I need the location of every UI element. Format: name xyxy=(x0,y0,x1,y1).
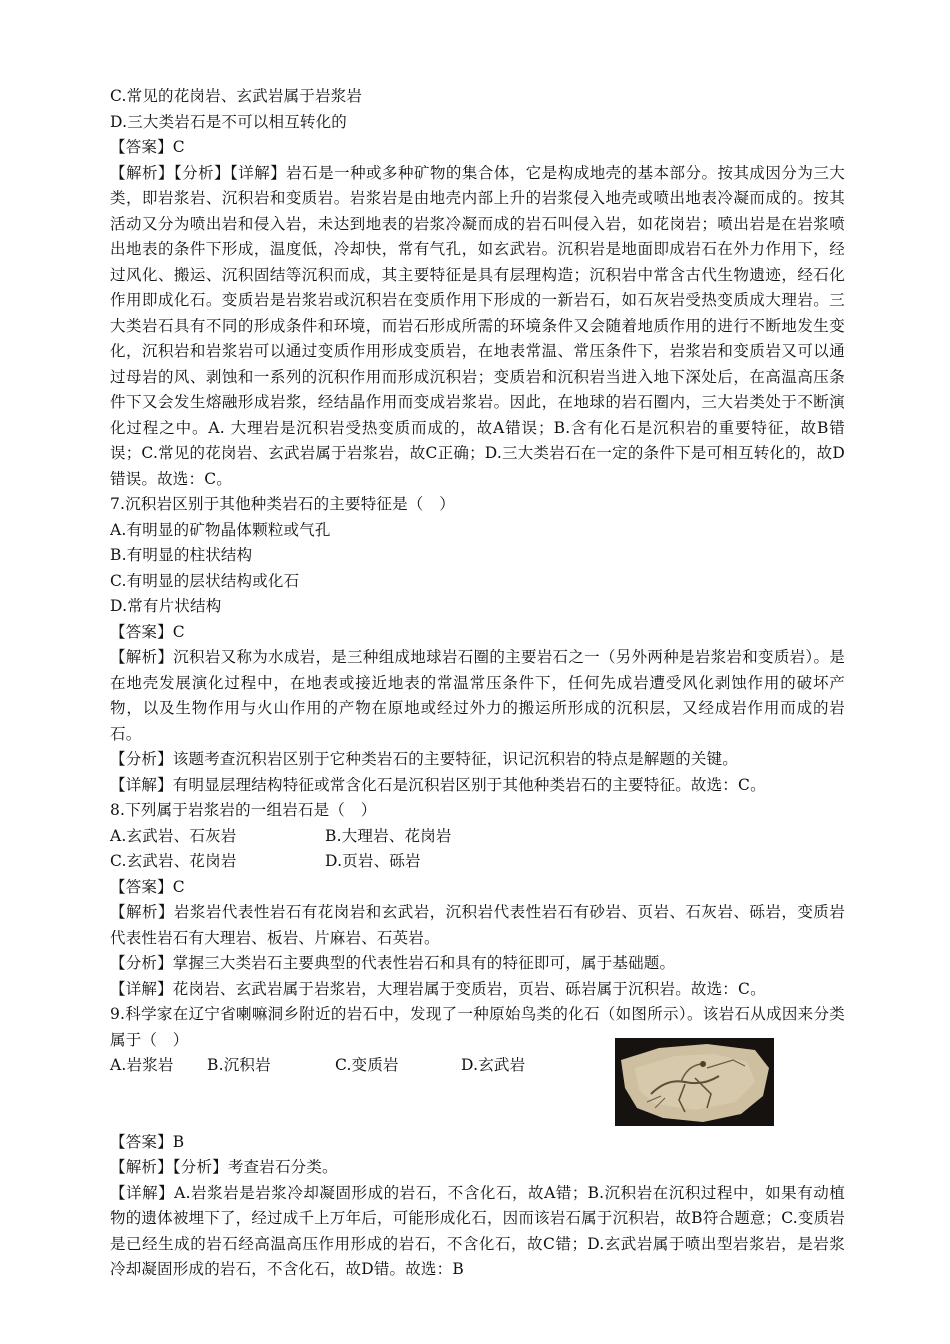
q8-answer: 【答案】C xyxy=(110,877,185,896)
q7-option-b: B.有明显的柱状结构 xyxy=(110,546,253,564)
q8-detail: 【详解】花岗岩、玄武岩属于岩浆岩，大理岩属于变质岩，页岩、砾岩属于沉积岩。故选：C。 xyxy=(110,979,766,998)
q8-option-a: A.玄武岩、石灰岩 xyxy=(110,826,237,845)
q9-detail: 【详解】A.岩浆岩是岩浆冷却凝固形成的岩石，不含化石，故A错；B.沉积岩在沉积过程中，如果有动植物的遗体被埋下了，经过成千上万年后，可能形成化石，因而该岩石属于沉积岩，故B符合题意；C.变质岩是已经生成的岩石经高温高压作用形成的岩石，不含化石，故C错；D.玄武岩属于喷出型岩浆岩，是岩浆冷却凝固形成的岩石，不含化石，故D错。故选：B xyxy=(110,1183,845,1278)
q8-options-row-1 xyxy=(110,824,845,850)
q8-option-b: B.大理岩、花岗岩 xyxy=(325,826,452,845)
q8-options-row-2 xyxy=(110,849,845,875)
q6-option-d: D.三大类岩石是不可以相互转化的 xyxy=(110,112,348,131)
q9-option-b: B.沉积岩 xyxy=(207,1056,271,1074)
q8-stem: 8.下列属于岩浆岩的一组岩石是（ ） xyxy=(110,801,377,819)
q7-analysis: 【分析】该题考查沉积岩区别于它种类岩石的主要特征，识记沉积岩的特点是解题的关键。 xyxy=(110,750,739,768)
q9-analysis: 【解析】【分析】考查岩石分类。 xyxy=(110,1158,338,1176)
q7-explanation: 【解析】沉积岩又称为水成岩，是三种组成地球岩石圈的主要岩石之一（另外两种是岩浆岩和变质岩）。是在地壳发展演化过程中，在地表或接近地表的常温常压条件下，任何先成岩遭受风化剥蚀作用的破坏产物，以及生物作用与火山作用的产物在原地或经过外力的搬运所形成的沉积层，又经成岩作用而成的岩石。 xyxy=(110,648,845,743)
q9-stem: 9.科学家在辽宁省喇嘛洞乡附近的岩石中，发现了一种原始鸟类的化石（如图所示）。该岩石从成因来分类属于（ ） xyxy=(110,1005,845,1049)
q6-option-c: C.常见的花岗岩、玄武岩属于岩浆岩 xyxy=(110,87,363,105)
q9-option-a: A.岩浆岩 xyxy=(110,1056,174,1074)
q8-option-d: D.页岩、砾岩 xyxy=(325,852,421,870)
q7-option-a: A.有明显的矿物晶体颗粒或气孔 xyxy=(110,520,331,539)
q7-option-d: D.常有片状结构 xyxy=(110,597,222,615)
q7-stem: 7.沉积岩区别于其他种类岩石的主要特征是（ ） xyxy=(110,495,455,513)
fossil-illustration xyxy=(615,1038,774,1126)
q7-option-c: C.有明显的层状结构或化石 xyxy=(110,571,300,590)
q7-answer: 【答案】C xyxy=(110,622,185,641)
q9-option-d: D.玄武岩 xyxy=(461,1056,526,1074)
bird-fossil-image xyxy=(615,1038,774,1126)
q8-option-c: C.玄武岩、花岗岩 xyxy=(110,852,237,870)
q7-detail: 【详解】有明显层理结构特征或常含化石是沉积岩区别于其他种类岩石的主要特征。故选：C。 xyxy=(110,775,766,794)
q8-analysis: 【分析】掌握三大类岩石主要典型的代表性岩石和具有的特征即可，属于基础题。 xyxy=(110,954,676,972)
q6-answer: 【答案】C xyxy=(110,138,185,156)
q8-explanation: 【解析】岩浆岩代表性岩石有花岗岩和玄武岩，沉积岩代表性岩石有砂岩、页岩、石灰岩、砾岩，变质岩代表性岩石有大理岩、板岩、片麻岩、石英岩。 xyxy=(110,903,845,947)
q9-answer: 【答案】B xyxy=(110,1132,185,1151)
q6-explanation: 【解析】【分析】【详解】岩石是一种或多种矿物的集合体，它是构成地壳的基本部分。按其成因分为三大类，即岩浆岩、沉积岩和变质岩。岩浆岩是由地壳内部上升的岩浆侵入地壳或喷出地表冷凝而成的。按其活动又分为喷出岩和侵入岩，未达到地表的岩浆冷凝而成的岩石叫侵入岩，如花岗岩；喷出岩是在岩浆喷出地表的条件下形成，温度低，冷却快，常有气孔，如玄武岩。沉积岩是地面即成岩石在外力作用下，经过风化、搬运、沉积固结等沉积而成，其主要特征是具有层理构造；沉积岩中常含古代生物遗迹，经石化作用即成化石。变质岩是岩浆岩或沉积岩在变质作用下形成的一新岩石，如石灰岩受热变质成大理岩。三大类岩石具有不同的形成条件和环境，而岩石形成所需的环境条件又会随着地质作用的进行不断地发生变化，沉积岩和岩浆岩可以通过变质作用形成变质岩，在地表常温、常压条件下，岩浆岩和变质岩又可以通过母岩的风、剥蚀和一系列的沉积作用而形成沉积岩；变质岩和沉积岩当进入地下深处后，在高温高压条件下又会发生熔融形成岩浆，经结晶作用而变成岩浆岩。因此，在地球的岩石圈内，三大岩类处于不断演化过程之中。A. 大理岩是沉积岩受热变质而成的，故A错误；B.含有化石是沉积岩的重要特征，故B错误；C.常见的花岗岩、玄武岩属于岩浆岩，故C正确；D.三大类岩石在一定的条件下是可相互转化的，故D错误。故选：C。 xyxy=(110,163,845,488)
q9-option-c: C.变质岩 xyxy=(335,1056,399,1074)
